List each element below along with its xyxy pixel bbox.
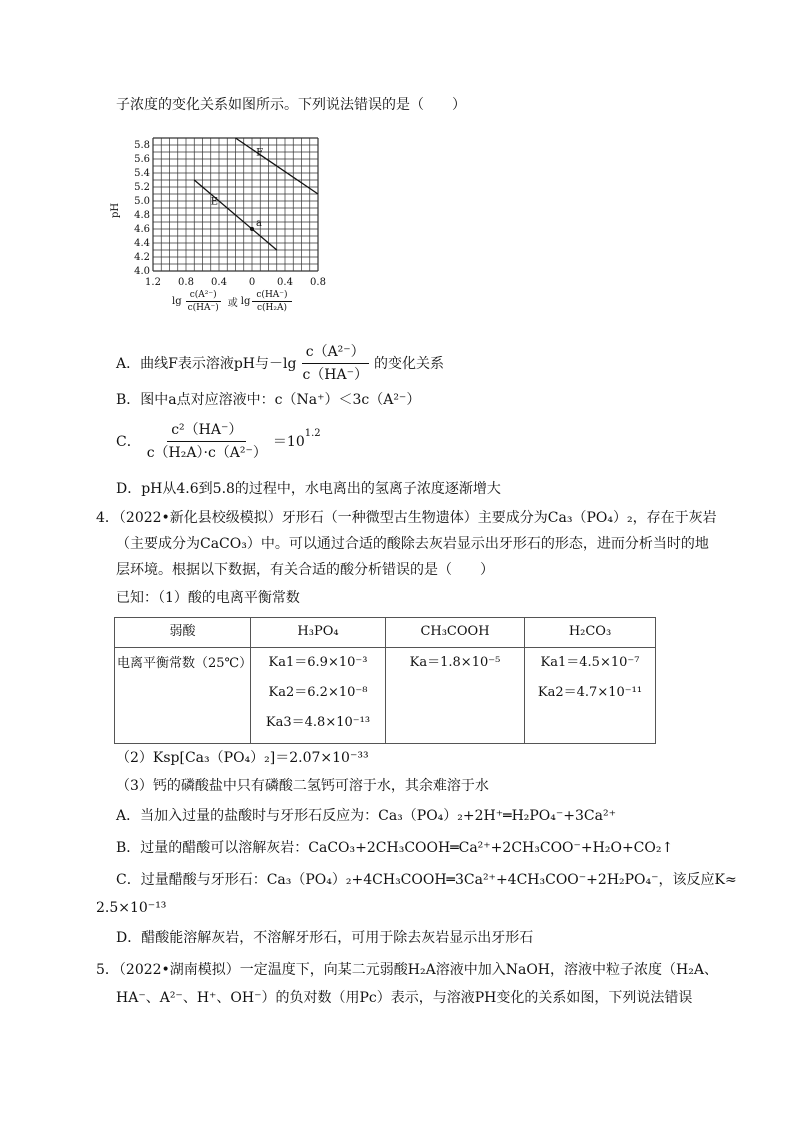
x-frac1-den: c(HA⁻): [187, 303, 219, 313]
ka-header-h3po4: H₃PO₄: [251, 618, 386, 648]
lg-text-1: lg: [172, 296, 182, 307]
x-tick-label: 0.4: [211, 277, 227, 288]
q4-option-c-line2: 2.5×10⁻¹³: [96, 900, 167, 916]
q3-a-pre: A．曲线F表示溶液pH与－lg: [116, 355, 297, 372]
x-tick-label: 0.4: [277, 277, 293, 288]
q3-option-c: C． $\frac{\text{c²（HA⁻）}}{\text{c（H₂A）·c（A²⁻）}}$ ＝10 $^{1.2}$: [116, 422, 321, 461]
ka-h3po4-ka3: Ka3＝4.8×10⁻¹³: [265, 715, 371, 730]
q5-stem-2: HA⁻、A²⁻、H⁺、OH⁻）的负对数（用Pc）表示，与溶液PH变化的关系如图，下列说法错误: [116, 990, 693, 1006]
q3-a-den: c（HA⁻）: [302, 367, 368, 383]
ka-table-header-row: [115, 618, 656, 648]
ka-h3po4-cell: [251, 648, 386, 744]
q4-stem-1: 4．（2022•新化县校级模拟）牙形石（一种微型古生物遗体）主要成分为Ca₃（PO₄）₂，存在于灰岩: [96, 510, 717, 526]
q3-option-b: B．图中a点对应溶液中：c（Na⁺）＜3c（A²⁻）: [116, 392, 421, 408]
or-text: 或: [227, 298, 238, 309]
x-fraction-2: [252, 290, 291, 313]
q3-c-post: ＝10: [272, 433, 305, 450]
x-frac2-den: c(H₂A): [256, 303, 287, 313]
ka-h2co3-cell: [525, 648, 656, 744]
q3-c-fraction: [143, 420, 271, 463]
x-frac2-num: c(HA⁻): [252, 290, 291, 302]
ka-ch3cooh-cell: [386, 648, 525, 744]
lg-text-2: lg: [240, 296, 251, 307]
y-tick-label: 4.0: [134, 266, 150, 277]
q3-c-pre: C．: [116, 433, 141, 450]
q4-known: 已知：（1）酸的电离平衡常数: [116, 590, 300, 606]
chart-grid: [153, 138, 318, 271]
x-axis-label: [172, 290, 294, 313]
q5-stem-1: 5．（2022•湖南模拟）一定温度下，向某二元弱酸H₂A溶液中加入NaOH，溶液中粒子浓度（H₂A、: [96, 962, 718, 978]
ka-h2co3-ka2: Ka2＝4.7×10⁻¹¹: [537, 685, 643, 700]
q4-option-b: B．过量的醋酸可以溶解灰岩：CaCO₃+2CH₃COOH═Ca²⁺+2CH₃COO⁻+H₂O+CO₂↑: [116, 840, 674, 856]
q4-option-a: A．当加入过量的盐酸时与牙形石反应为：Ca₃（PO₄）₂+2H⁺═H₂PO₄⁻+3Ca²⁺: [116, 808, 616, 824]
q3-a-post: 的变化关系: [374, 355, 444, 372]
q3-a-num: c（A²⁻）: [302, 342, 369, 364]
series-label-E: E: [210, 196, 219, 208]
y-tick-label: 4.6: [134, 224, 150, 235]
y-tick-label: 5.6: [134, 154, 150, 165]
q4-option-d: D．醋酸能溶解灰岩，不溶解牙形石，可用于除去灰岩显示出牙形石: [116, 930, 534, 946]
x-frac1-num: c(A²⁻): [186, 290, 221, 302]
q4-option-c-line1: C．过量醋酸与牙形石：Ca₃（PO₄）₂+4CH₃COOH═3Ca²⁺+4CH₃COO⁻+2H₂PO₄⁻，该反应K≈: [116, 872, 737, 888]
ka-h3po4-ka2: Ka2＝6.2×10⁻⁸: [268, 685, 368, 700]
q4-stem-3: 层环境。根据以下数据，有关合适的酸分析错误的是（ ）: [116, 562, 494, 578]
y-tick-label: 4.4: [134, 238, 150, 249]
q3-c-num: c²（HA⁻）: [167, 420, 246, 442]
ka-h3po4-ka1: Ka1＝6.9×10⁻³: [268, 655, 368, 670]
ka-h2co3-ka1: Ka1＝4.5×10⁻⁷: [540, 655, 640, 670]
ka-table-data-row: [115, 648, 656, 744]
ka-header-ch3cooh: CH₃COOH: [386, 618, 525, 648]
ka-row-label: 电离平衡常数（25℃）: [115, 648, 251, 744]
ka-table: [114, 617, 656, 744]
x-fraction-1: [184, 290, 223, 313]
q3-option-d: D．pH从4.6到5.8的过程中，水电离出的氢离子浓度逐渐增大: [116, 481, 501, 497]
q4-stem-2: （主要成分为CaCO₃）中。可以通过合适的酸除去灰岩显示出牙形石的形态，进而分析当时的地: [116, 536, 709, 552]
y-axis-label: pH: [110, 202, 121, 218]
x-tick-label: 0.8: [178, 277, 194, 288]
x-tick-label: 0: [248, 277, 256, 288]
y-tick-label: 5.4: [134, 168, 150, 179]
q3-a-fraction: [298, 342, 372, 385]
intro-line: 子浓度的变化关系如图所示。下列说法错误的是（ ）: [116, 97, 466, 113]
series-label-F: F: [256, 147, 264, 159]
q4-note-3: （3）钙的磷酸盐中只有磷酸二氢钙可溶于水，其余难溶于水: [116, 778, 489, 794]
q4-ksp: （2）Ksp[Ca₃（PO₄）₂]＝2.07×10⁻³³: [116, 750, 369, 766]
q3-c-den: c（H₂A）·c（A²⁻）: [146, 445, 267, 461]
x-tick-label: 0.8: [310, 277, 326, 288]
x-tick-label: 1.2: [145, 277, 161, 288]
point-a: [250, 227, 254, 231]
y-tick-label: 4.2: [134, 252, 150, 263]
ka-ch3cooh-ka: Ka＝1.8×10⁻⁵: [409, 655, 501, 670]
y-tick-label: 5.2: [134, 182, 150, 193]
x-tick-labels: [145, 277, 326, 288]
q3-option-a: [116, 342, 444, 385]
y-tick-label: 5.8: [134, 140, 150, 151]
y-tick-label: 5.0: [134, 196, 150, 207]
point-a-label: a: [256, 218, 262, 229]
ka-header-weak-acid: 弱酸: [115, 618, 251, 648]
ka-header-h2co3: H₂CO₃: [525, 618, 656, 648]
y-tick-labels: [134, 140, 150, 277]
y-tick-label: 4.8: [134, 210, 150, 221]
